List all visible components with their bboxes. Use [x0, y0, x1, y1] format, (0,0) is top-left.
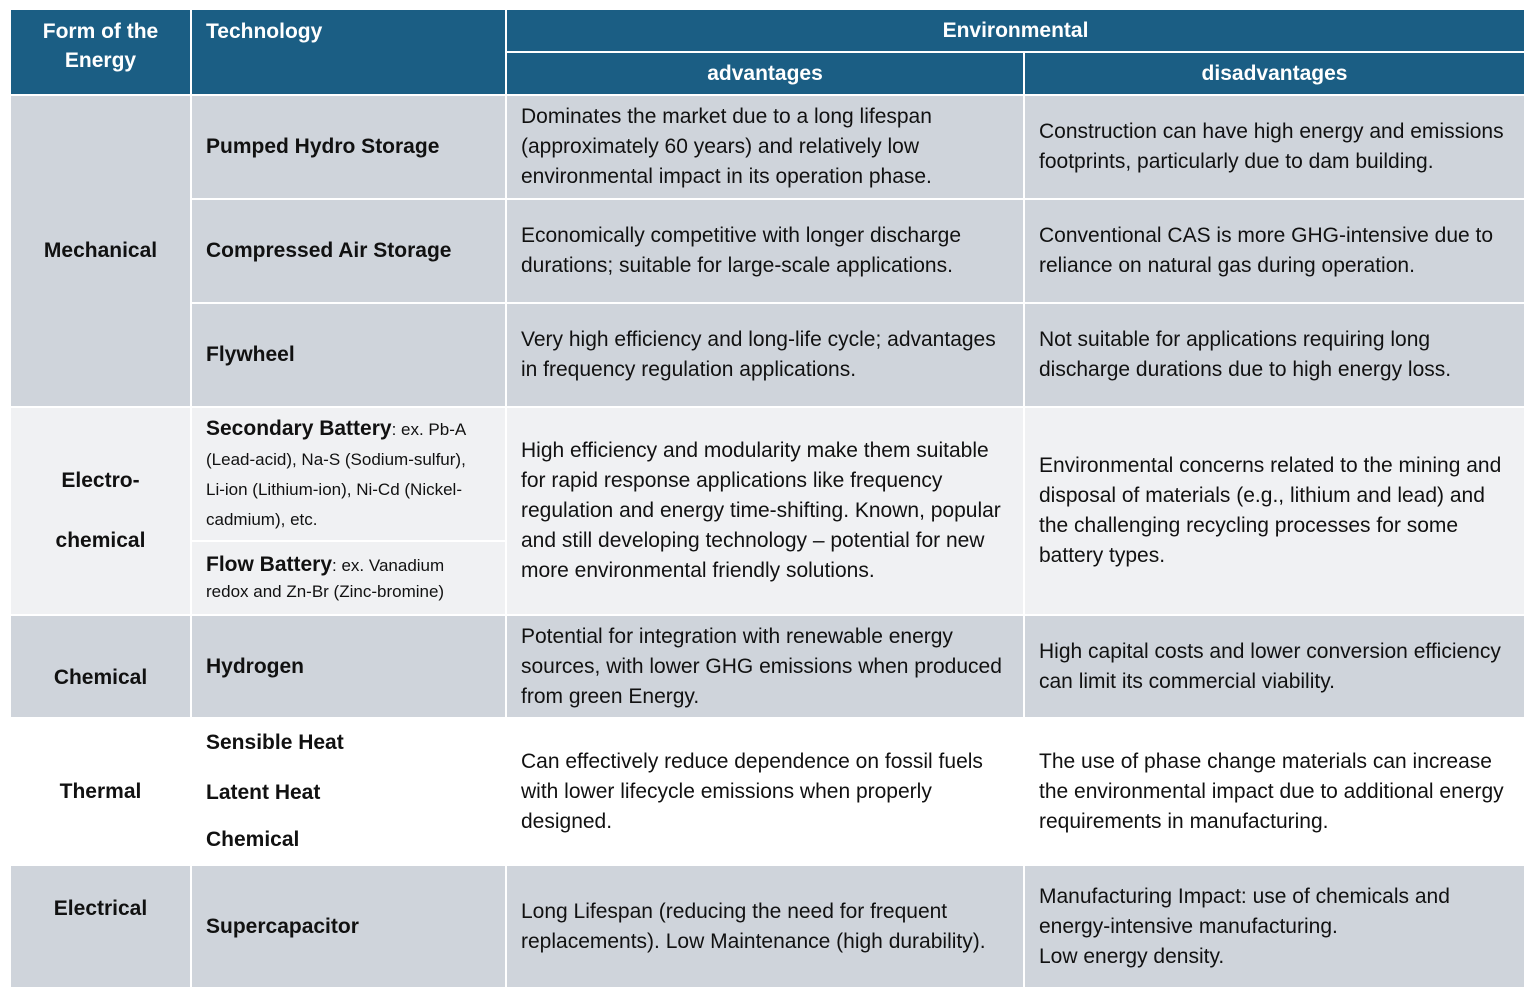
flow-battery-examples: : ex. Vanadium redox and Zn-Br (Zinc-bromine) — [206, 556, 445, 601]
energy-storage-table — [9, 8, 1526, 989]
adv-supercapacitor: Long Lifespan (reducing the need for frequent replacements). Low Maintenance (high durability). — [506, 865, 1024, 988]
tech-thermal — [191, 718, 506, 865]
table-row-thermal — [10, 718, 1525, 865]
adv-compressed-air: Economically competitive with longer discharge durations; suitable for large-scale applications. — [506, 199, 1024, 303]
tech-sensible-heat: Sensible Heat — [206, 731, 344, 754]
tech-secondary-battery — [191, 407, 506, 541]
tech-flywheel: Flywheel — [191, 303, 506, 407]
table-row-hydrogen — [10, 615, 1525, 718]
dis-pumped-hydro: Construction can have high energy and emissions footprints, particularly due to dam building. — [1024, 95, 1525, 199]
header-advantages: advantages — [506, 52, 1024, 95]
tech-compressed-air: Compressed Air Storage — [191, 199, 506, 303]
tech-latent-heat: Latent Heat — [206, 781, 321, 804]
header-form: Form of the Energy — [10, 9, 191, 95]
table-row-secondary-battery — [10, 407, 1525, 541]
flow-battery-name: Flow Battery — [206, 553, 333, 576]
form-electrical: Electrical — [10, 865, 191, 988]
header-disadvantages: disadvantages — [1024, 52, 1525, 95]
tech-flow-battery — [191, 541, 506, 615]
header-technology: Technology — [191, 9, 506, 95]
tech-pumped-hydro: Pumped Hydro Storage — [191, 95, 506, 199]
adv-battery: High efficiency and modularity make them suitable for rapid response applications like frequency regulation and energy time-shifting. Known, popular and still developing technology – potential for new more environmental friendly solutions. — [506, 407, 1024, 615]
adv-thermal: Can effectively reduce dependence on fossil fuels with lower lifecycle emissions when properly designed. — [506, 718, 1024, 865]
dis-flywheel: Not suitable for applications requiring long discharge durations due to high energy loss. — [1024, 303, 1525, 407]
tech-hydrogen: Hydrogen — [191, 615, 506, 718]
tech-supercapacitor: Supercapacitor — [191, 865, 506, 988]
dis-supercapacitor — [1024, 865, 1525, 988]
dis-supercapacitor-line2: Low energy density. — [1039, 944, 1225, 968]
dis-battery: Environmental concerns related to the mining and disposal of materials (e.g., lithium and lead) and the challenging recycling processes for some battery types. — [1024, 407, 1525, 615]
header-row-1 — [10, 9, 1525, 52]
table-row-pumped-hydro — [10, 95, 1525, 199]
adv-flywheel: Very high efficiency and long-life cycle; advantages in frequency regulation applications. — [506, 303, 1024, 407]
dis-hydrogen: High capital costs and lower conversion efficiency can limit its commercial viability. — [1024, 615, 1525, 718]
adv-pumped-hydro: Dominates the market due to a long lifespan (approximately 60 years) and relatively low environmental impact in its operation phase. — [506, 95, 1024, 199]
table-row-supercapacitor — [10, 865, 1525, 988]
dis-compressed-air: Conventional CAS is more GHG-intensive due to reliance on natural gas during operation. — [1024, 199, 1525, 303]
adv-hydrogen: Potential for integration with renewable energy sources, with lower GHG emissions when produced from green Energy. — [506, 615, 1024, 718]
energy-storage-table-container — [9, 8, 1524, 989]
form-electrochemical-line1: Electro- — [61, 469, 140, 492]
form-thermal: Thermal — [10, 718, 191, 865]
table-row-compressed-air — [10, 199, 1525, 303]
dis-thermal: The use of phase change materials can increase the environmental impact due to additional energy requirements in manufacturing. — [1024, 718, 1525, 865]
header-environmental: Environmental — [506, 9, 1525, 52]
secondary-battery-examples: : ex. Pb-A (Lead-acid), Na-S (Sodium-sulfur), Li-ion (Lithium-ion), Ni-Cd (Nickel-cadmium), etc. — [206, 420, 466, 529]
tech-thermochemical: Chemical — [206, 828, 300, 851]
form-mechanical: Mechanical — [10, 95, 191, 407]
form-electrochemical-line2: chemical — [55, 529, 146, 552]
form-electrochemical — [10, 407, 191, 615]
table-row-flywheel — [10, 303, 1525, 407]
form-chemical: Chemical — [10, 615, 191, 718]
secondary-battery-name: Secondary Battery — [206, 417, 392, 440]
dis-supercapacitor-line1: Manufacturing Impact: use of chemicals and energy-intensive manufacturing. — [1039, 884, 1450, 938]
